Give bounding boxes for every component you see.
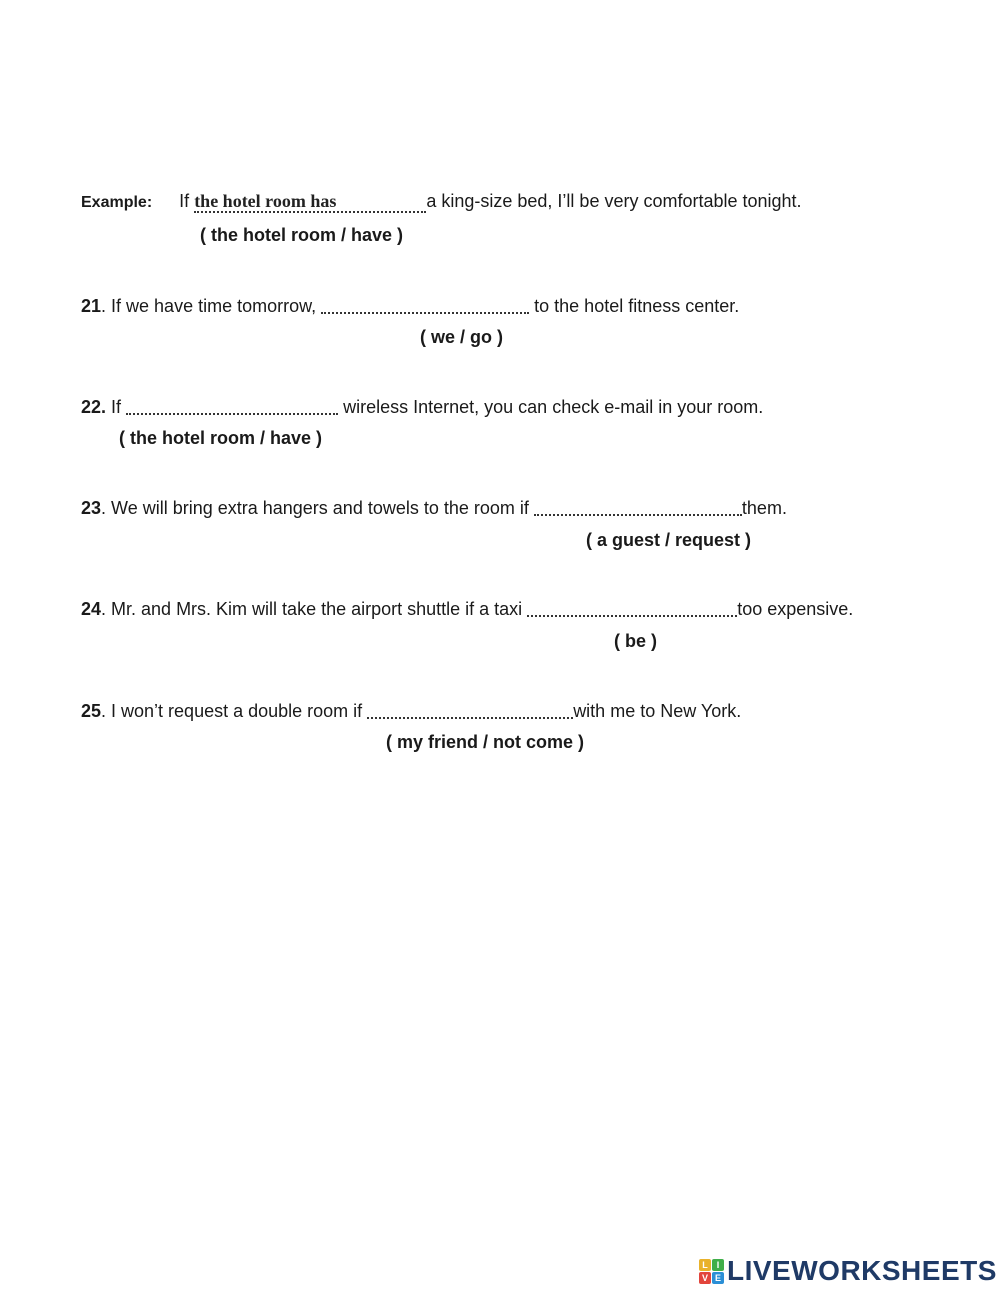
hint-22: ( the hotel room / have )	[119, 428, 323, 448]
liveworksheets-logo[interactable]	[699, 1256, 997, 1286]
example-before-text: If	[179, 191, 190, 211]
question-23	[81, 494, 787, 519]
hint-24: ( be )	[614, 631, 657, 651]
logo-letter-i: I	[712, 1259, 724, 1271]
answer-blank-22[interactable]	[126, 395, 338, 415]
hint-25: ( my friend / not come )	[386, 732, 585, 752]
logo-text: LIVEWORKSHEETS	[727, 1255, 997, 1286]
example-label: Example:	[81, 194, 153, 211]
answer-blank-23[interactable]	[534, 496, 742, 516]
question-number: 23	[81, 498, 102, 518]
example-hint: ( the hotel room / have )	[200, 225, 404, 245]
question-24	[81, 595, 853, 620]
question-text-after: to the hotel fitness center.	[534, 296, 740, 316]
question-text-before: . Mr. and Mrs. Kim will take the airport shuttle if a taxi	[101, 599, 523, 619]
answer-blank-21[interactable]	[321, 294, 529, 314]
question-number: 21	[81, 296, 102, 316]
question-text-after: with me to New York.	[573, 701, 742, 721]
logo-letter-e: E	[712, 1272, 724, 1284]
example-answer: the hotel room has	[194, 191, 426, 213]
example-after-text: a king-size bed, I’ll be very comfortable tonight.	[426, 191, 802, 211]
hint-21: ( we / go )	[420, 327, 503, 347]
hint-23: ( a guest / request )	[586, 530, 752, 550]
example-line	[81, 190, 802, 214]
question-number: 25	[81, 701, 102, 721]
question-text-after: them.	[741, 498, 787, 518]
answer-blank-25[interactable]	[367, 699, 573, 719]
question-text-before: . We will bring extra hangers and towels to the room if	[101, 498, 529, 518]
question-text-after: too expensive.	[737, 599, 854, 619]
question-21	[81, 292, 739, 317]
question-25	[81, 697, 741, 722]
answer-blank-24[interactable]	[527, 597, 737, 617]
logo-letter-v: V	[699, 1272, 711, 1284]
logo-icon	[699, 1259, 724, 1284]
question-number: 24	[81, 599, 102, 619]
logo-letter-l: L	[699, 1259, 711, 1271]
question-22	[81, 393, 763, 418]
question-text-before: . If we have time tomorrow,	[101, 296, 317, 316]
question-text-before: . I won’t request a double room if	[101, 701, 363, 721]
question-number: 22.	[81, 397, 107, 417]
question-text-after: wireless Internet, you can check e-mail in your room.	[343, 397, 764, 417]
question-text-before: If	[111, 397, 122, 417]
